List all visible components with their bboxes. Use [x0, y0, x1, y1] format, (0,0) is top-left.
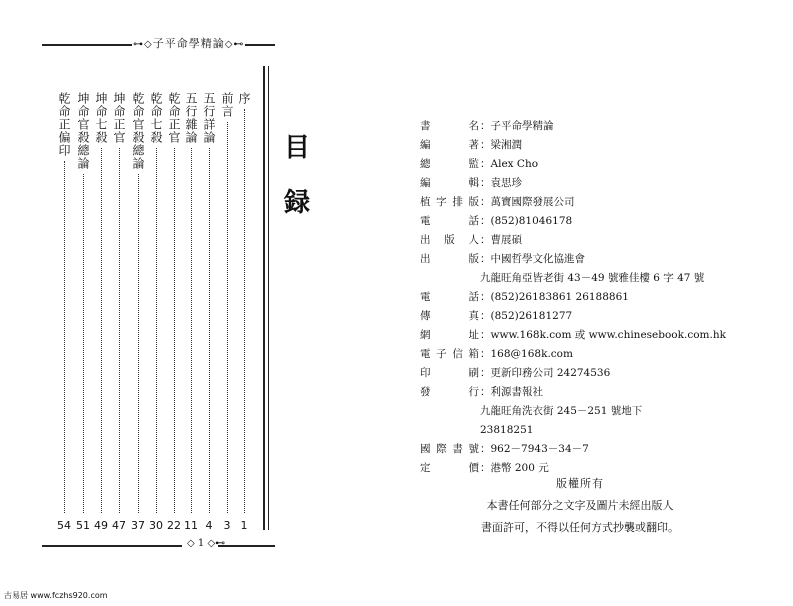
toc-entry-title: 乾命正偏印 — [57, 92, 71, 157]
info-colon: ： — [480, 310, 491, 322]
info-value: 利源書報社 — [490, 386, 543, 398]
info-colon: ： — [480, 158, 491, 170]
toc-entry-page: 49 — [94, 519, 108, 532]
footer-ornament-right: ◇⊷ — [207, 538, 226, 549]
publication-info — [420, 117, 726, 478]
toc-leader-dots — [156, 148, 157, 513]
toc-entry — [219, 92, 235, 532]
info-colon: ： — [480, 215, 491, 227]
info-colon: ： — [480, 462, 491, 474]
info-value: (852)26181277 — [490, 310, 573, 322]
toc-leader-dots — [64, 161, 65, 513]
info-value: Alex Cho — [490, 158, 539, 170]
toc-entry-page: 51 — [76, 519, 90, 532]
info-label: 國 際 書 號 — [420, 443, 479, 455]
page-border-thick — [263, 66, 265, 530]
footer-ornament-left: ◇ — [187, 538, 195, 549]
toc-entry — [236, 92, 252, 532]
info-value: 九龍旺角洗衣街 245－251 號地下 — [480, 405, 643, 417]
copyright-line-1: 本書任何部分之文字及圖片未經出版人 — [486, 499, 674, 512]
info-label: 出 版 人 — [420, 234, 479, 246]
info-label: 總 監 — [420, 158, 479, 170]
info-label: 傳 真 — [420, 310, 479, 322]
toc-entry-page: 47 — [112, 519, 126, 532]
toc-leader-dots — [119, 148, 120, 513]
page-number — [187, 538, 225, 549]
info-value: 更新印務公司 24274536 — [490, 367, 611, 379]
info-value: (852)26183861 26188861 — [490, 291, 629, 303]
toc-heading-char-1: 目 — [284, 133, 311, 163]
info-colon: ： — [480, 120, 491, 132]
toc-entry-page: 3 — [223, 519, 231, 532]
toc-entry-title: 坤命官殺總論 — [76, 92, 90, 170]
info-row — [420, 174, 726, 193]
info-label: 發 行 — [420, 386, 479, 398]
info-colon: ： — [480, 443, 491, 455]
toc-entry-title: 序 — [237, 92, 251, 105]
info-row — [420, 345, 726, 364]
toc-entry-page: 1 — [240, 519, 248, 532]
toc-entry-title: 乾命七殺 — [149, 92, 163, 144]
info-value: 168@168k.com — [490, 348, 573, 360]
toc-leader-dots — [244, 109, 245, 513]
info-colon: ： — [480, 234, 491, 246]
info-colon: ： — [480, 196, 491, 208]
toc-entry — [166, 92, 182, 532]
book-header-title: 子平命學精論 — [152, 37, 225, 50]
toc-leader-dots — [101, 148, 102, 513]
toc-entry-page: 11 — [184, 519, 198, 532]
info-label: 編 輯 — [420, 177, 479, 189]
info-label: 出 版 — [420, 253, 479, 265]
info-label: 電 話 — [420, 291, 479, 303]
copyright-notice — [450, 473, 710, 539]
info-value: www.168k.com 或 www.chinesebook.com.hk — [490, 329, 726, 341]
info-row — [420, 364, 726, 383]
info-row — [420, 136, 726, 155]
toc-entry-title: 前言 — [220, 92, 234, 118]
toc-entry-title: 坤命正官 — [112, 92, 126, 144]
info-colon: ： — [480, 177, 491, 189]
info-colon: ： — [480, 348, 491, 360]
header-rule-right — [245, 44, 275, 46]
info-colon: ： — [480, 386, 491, 398]
ornament-right: ◇⊷ — [224, 39, 245, 50]
info-label: 編 著 — [420, 139, 479, 151]
info-row — [420, 155, 726, 174]
info-value: 萬寶國際發展公司 — [490, 196, 575, 208]
info-row — [420, 421, 726, 440]
toc-leader-dots — [227, 122, 228, 513]
toc-leader-dots — [191, 148, 192, 513]
copyright-line-2: 書面許可，不得以任何方式抄襲或翻印。 — [481, 521, 679, 534]
toc-entry-title: 五行雜論 — [184, 92, 198, 144]
info-value: 港幣 200 元 — [490, 462, 549, 474]
info-colon: ： — [480, 291, 491, 303]
info-value: (852)81046178 — [490, 215, 573, 227]
toc-entry-title: 五行詳論 — [202, 92, 216, 144]
info-row — [420, 402, 726, 421]
ornament-left: ⊶◇ — [133, 39, 153, 50]
toc-leader-dots — [209, 148, 210, 513]
toc-entry — [93, 92, 109, 532]
info-label: 書 名 — [420, 120, 479, 132]
info-value: 袁思珍 — [490, 177, 522, 189]
toc-heading-char-2: 録 — [284, 188, 311, 218]
info-label: 網 址 — [420, 329, 479, 341]
info-row — [420, 117, 726, 136]
toc-entry-page: 54 — [57, 519, 71, 532]
info-label: 定 價 — [420, 462, 479, 474]
toc-entry-title: 乾命官殺總論 — [131, 92, 145, 170]
header-rule-left — [42, 44, 132, 46]
page-border-thin — [268, 66, 269, 530]
info-row — [420, 307, 726, 326]
toc-leader-dots — [83, 174, 84, 513]
info-row — [420, 440, 726, 459]
toc-entry — [75, 92, 91, 532]
info-row — [420, 231, 726, 250]
info-row — [420, 383, 726, 402]
toc-entry-page: 30 — [149, 519, 163, 532]
watermark: 古易居 www.fczhs920.com — [4, 591, 108, 600]
copyright-title: 版權所有 — [556, 477, 604, 490]
info-label: 植 字 排 版 — [420, 196, 479, 208]
toc-entry-page: 22 — [167, 519, 181, 532]
book-header — [133, 35, 244, 51]
toc-entry — [201, 92, 217, 532]
toc-entry — [56, 92, 72, 532]
info-value: 中國哲學文化協進會 — [490, 253, 585, 265]
info-row — [420, 212, 726, 231]
footer-rule-left — [42, 545, 182, 547]
toc-entry — [148, 92, 164, 532]
toc-entry — [111, 92, 127, 532]
toc-leader-dots — [174, 148, 175, 513]
toc-entry — [130, 92, 146, 532]
footer-rule-right — [218, 545, 275, 547]
toc-entry-title: 乾命正官 — [167, 92, 181, 144]
info-colon: ： — [480, 367, 491, 379]
toc-entry-page: 4 — [205, 519, 213, 532]
toc-entry-title: 坤命七殺 — [94, 92, 108, 144]
info-label: 電 話 — [420, 215, 479, 227]
info-colon: ： — [480, 253, 491, 265]
info-value: 23818251 — [480, 424, 534, 436]
info-row — [420, 193, 726, 212]
info-label: 電 子 信 箱 — [420, 348, 479, 360]
info-colon: ： — [480, 329, 491, 341]
info-value: 962－7943－34－7 — [490, 443, 589, 455]
toc-leader-dots — [138, 174, 139, 513]
info-value: 曹展碩 — [490, 234, 522, 246]
toc-entry — [183, 92, 199, 532]
info-value: 九龍旺角亞皆老街 43－49 號雅佳樓 6 字 47 號 — [480, 272, 705, 284]
info-value: 梁湘潤 — [490, 139, 522, 151]
info-value: 子平命學精論 — [490, 120, 554, 132]
page-number-value: 1 — [197, 538, 205, 549]
info-row — [420, 250, 726, 269]
info-row — [420, 326, 726, 345]
info-colon: ： — [480, 139, 491, 151]
info-row — [420, 288, 726, 307]
toc-entry-page: 37 — [131, 519, 145, 532]
info-label: 印 刷 — [420, 367, 479, 379]
info-row — [420, 269, 726, 288]
